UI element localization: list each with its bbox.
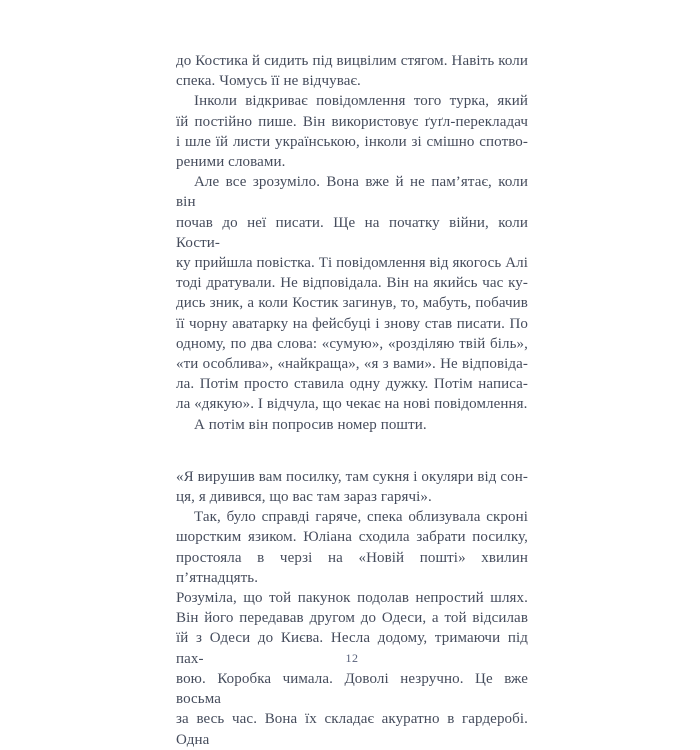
text-line: ла. Потім просто ставила одну дужку. Потім написа-	[176, 376, 528, 393]
text-line: до Костика й сидить під вицвілим стягом. Навіть коли	[176, 53, 528, 69]
text-line: її чорну аватарку на фейсбуці і знову став писати. По	[176, 315, 528, 332]
text-line: їй з Одеси до Києва. Несла додому, тримаючи під пах-	[176, 630, 528, 667]
text-line: Інколи відкриває повідомлення того турка, який	[194, 93, 528, 110]
text-line: їй постійно пише. Він використовує ґуґл-перекладач	[176, 113, 528, 130]
paragraph	[176, 415, 528, 435]
text-line: ця, я дивився, що вас там зараз гарячі».	[176, 489, 432, 506]
text-line: ку прийшла повістка. Ті повідомлення від якогось Алі	[176, 255, 528, 272]
section-2	[176, 467, 528, 750]
text-line: Але все зрозуміло. Вона вже й не пам’ятає, коли він	[176, 174, 528, 211]
text-line: ла «дякую». І відчула, що чекає на нові повідомлення.	[176, 396, 528, 413]
text-line: Розуміла, що той пакунок подолав непростий шлях.	[176, 590, 528, 607]
paragraph	[176, 172, 528, 414]
text-line: дись зник, а коли Костик загинув, то, мабуть, побачив	[176, 295, 528, 312]
text-line: Так, було справді гаряче, спека облизувала скроні	[194, 509, 528, 526]
paragraph	[176, 51, 528, 91]
text-block	[176, 51, 528, 750]
text-line: за весь час. Вона їх складає акуратно в гардеробі. Одна	[176, 711, 528, 748]
text-line: спека. Чомусь її не відчуває.	[176, 73, 361, 90]
text-line: «ти особлива», «найкраща», «я з вами». Не відповіда-	[176, 356, 528, 373]
text-line: почав до неї писати. Ще на початку війни, коли Кости-	[176, 214, 528, 251]
paragraph	[176, 91, 528, 172]
text-line: вою. Коробка чимала. Доволі незручно. Це вже восьма	[176, 670, 528, 708]
text-line: Він його передавав другом до Одеси, а той відсилав	[176, 610, 528, 627]
page-number: 12	[345, 651, 359, 665]
paragraph	[176, 507, 528, 749]
section-1	[176, 51, 528, 435]
text-line: А потім він попросив номер пошти.	[194, 416, 427, 433]
text-line: простояла в черзі на «Новій пошті» хвилин п’ятнадцять.	[176, 549, 528, 586]
text-line: реними словами.	[176, 154, 286, 171]
paragraph	[176, 467, 528, 507]
text-line: одному, по два слова: «сумую», «розділяю твій біль»,	[176, 335, 528, 352]
text-line: тоді дратували. Не відповідала. Він на якийсь час ку-	[176, 275, 528, 292]
text-line: шорстким язиком. Юліана сходила забрати посилку,	[176, 529, 528, 546]
text-line: і шле їй листи українською, інколи зі смішно спотво-	[176, 133, 528, 150]
text-line: «Я вирушив вам посилку, там сукня і окуляри від сон-	[176, 468, 528, 485]
